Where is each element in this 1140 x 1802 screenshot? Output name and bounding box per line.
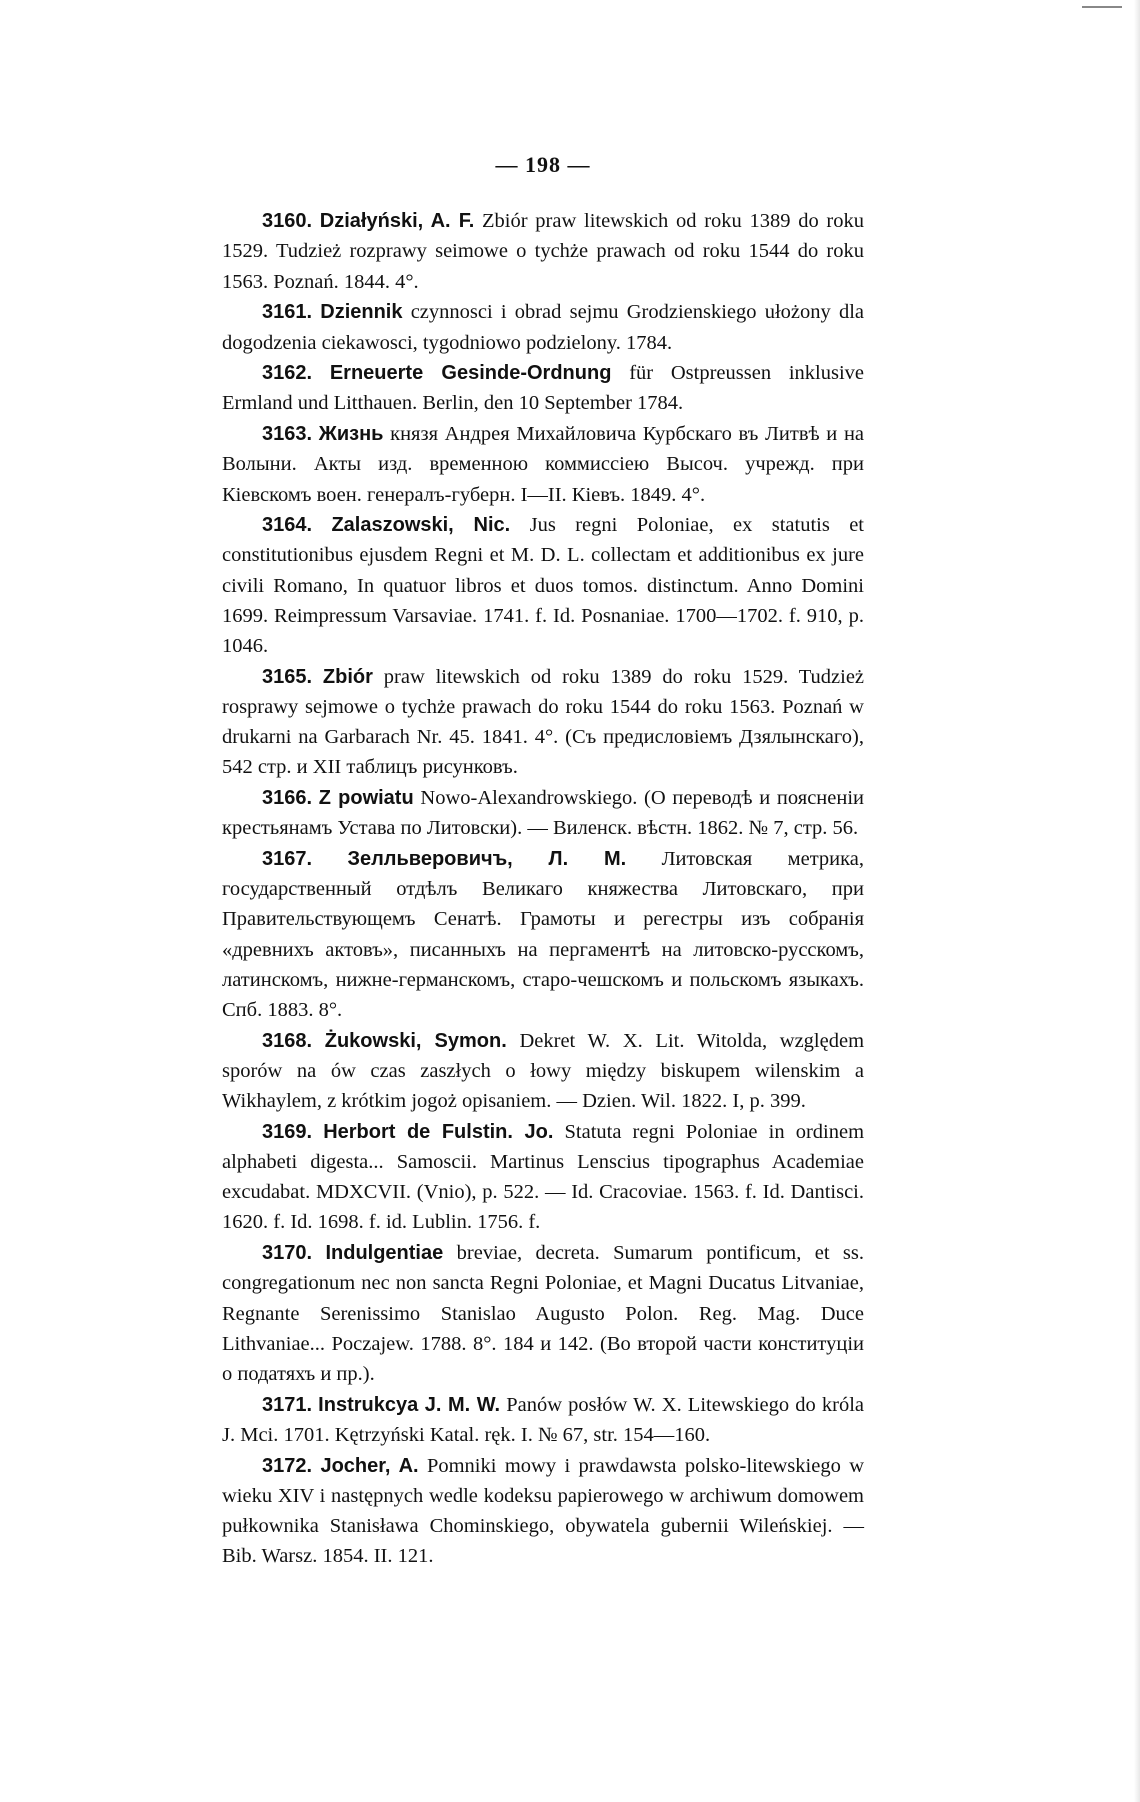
entry-heading: Dziennik [320, 301, 403, 324]
entry [222, 1390, 864, 1450]
page-number: — 198 — [495, 152, 591, 177]
entry-heading: Indulgentiae [325, 1242, 444, 1265]
entry-number: 3163. [262, 423, 313, 446]
entry-text: Nowo-Alexandrowskiego. (О переводѣ и поясненiи крестьянамъ Устава по Литовски). — Виленск. вѣстн. 1862. № 7, стр. 56. [222, 787, 865, 840]
entry [222, 844, 864, 1025]
scan-mark [1082, 0, 1122, 8]
entry [222, 358, 864, 418]
entry [222, 510, 864, 661]
entry-heading: Z powiatu [318, 787, 414, 810]
entry-text: Panów posłów W. X. Litewskiego do króla J. Mci. 1701. Kętrzyński Katal. ręk. I. № 67, str. 154—160. [222, 1393, 864, 1446]
entry-heading: Зелльверовичъ, Л. М. [347, 847, 627, 870]
entry-number: 3170. [262, 1242, 313, 1265]
entry-number: 3161. [262, 301, 313, 324]
entry-text: Pomniki mowy i prawdawsta polsko-litewskiego w wieku XIV i następnych wedle kodeksu papierowego w archiwum domowem pułkownika Stanisława Chominskiego, obywatela gubernii Wileńskiej. — Bib. Warsz. 1854. II. 121. [222, 1454, 865, 1568]
entry-heading: Działyński, A. F. [319, 210, 475, 233]
entry-text: Dekret W. X. Lit. Witolda, względem sporów na ów czas zaszłych o łowy między biskupem wilenskim a Wikhaylem, z krótkim jogoż opisaniem. — Dzien. Wil. 1822. I, p. 399. [222, 1029, 865, 1113]
entry [222, 1238, 864, 1389]
entry-heading: Żukowski, Symon. [324, 1029, 507, 1052]
entry [222, 1026, 864, 1117]
entry [222, 662, 864, 783]
entry-text: Statuta regni Poloniae in ordinem alphabeti digesta... Samoscii. Martinus Lenscius tipographus Academiae excudabat. MDXCVII. (Vnio), p. 522. — Id. Cracoviae. 1563. f. Id. Dantisci. 1620. f. Id. 1698. f. id. Lublin. 1756. f. [222, 1120, 865, 1234]
entry [222, 783, 864, 843]
entry-number: 3172. [262, 1454, 313, 1477]
entry-number: 3162. [262, 362, 313, 385]
entry-number: 3165. [262, 665, 313, 688]
entry-number: 3166. [262, 787, 313, 810]
entry-heading: Herbort de Fulstin. Jo. [323, 1120, 554, 1143]
entry-heading: Jocher, A. [320, 1454, 419, 1477]
entry-text: Jus regni Poloniae, ex statutis et constitutionibus ejusdem Regni et M. D. L. collectam et additionibus ex jure civili Romano, In quatuor libros et duos tomos. distinctum. Anno Domini 1699. Reimpressum Varsaviae. 1741. f. Id. Posnaniae. 1700—1702. f. 910, p. 1046. [222, 514, 864, 658]
entries-list [222, 206, 864, 1571]
entry [222, 1117, 864, 1238]
entry-text: Zbiór praw litewskich od roku 1389 do roku 1529. Tudzież rozprawy seimowe o tychże prawach od roku 1544 do roku 1563. Poznań. 1844. 4°. [222, 210, 865, 293]
entry-text: Литовская метрика, государственный отдѣлъ Великаго княжества Литовскаго, при Правительствующемъ Сенатѣ. Грамоты и регестры изъ собранiя «древнихъ актовъ», писанныхъ на пергаментѣ на литовско-русскомъ, латинскомъ, нижне-германскомъ, старо-чешскомъ и польскомъ языкахъ. Спб. 1883. 8°. [222, 847, 864, 1021]
entry-heading: Erneuerte Gesinde-Ordnung [329, 362, 612, 385]
entry-heading: Жизнь [318, 423, 384, 446]
entry [222, 419, 864, 510]
scan-edge [1134, 0, 1140, 1802]
entry-text: князя Андрея Михайловича Курбскаго въ Литвѣ и на Волыни. Акты изд. временною коммиссiею Высоч. учрежд. при Кiевскомъ воен. генералъ-губерн. I—II. Кiевъ. 1849. 4°. [222, 423, 865, 506]
page-body [222, 150, 864, 1572]
entry-number: 3164. [262, 514, 313, 537]
entry-heading: Zbiór [322, 665, 373, 688]
entry [222, 1451, 864, 1572]
entry-number: 3169. [262, 1120, 313, 1143]
entry-text: czynnosci i obrad sejmu Grodzienskiego ułożony dla dogodzenia ciekawosci, tygodniowo podzielony. 1784. [222, 301, 864, 354]
entry-number: 3168. [262, 1029, 313, 1052]
entry-text: für Ostpreussen inklusive Ermland und Litthauen. Berlin, den 10 September 1784. [222, 362, 865, 415]
entry [222, 206, 864, 297]
entry [222, 297, 864, 357]
entry-text: praw litewskich od roku 1389 do roku 1529. Tudzież rosprawy sejmowe o tychże prawach do roku 1544 do roku 1563. Poznań w drukarni na Garbarach Nr. 45. 1841. 4°. (Съ предисловiемъ Дзялынскаго), 542 стр. и XII таблицъ рисунковъ. [222, 665, 865, 779]
entry-number: 3167. [262, 847, 313, 870]
entry-heading: Instrukcya J. M. W. [318, 1393, 501, 1416]
entry-heading: Zalaszowski, Nic. [331, 514, 511, 537]
entry-text: breviae, decreta. Sumarum pontificum, et ss. congregationum nec non sancta Regni Poloniae, et Magni Ducatus Litvaniae, Regnante Serenissimo Stanislao Augusto Polon. Reg. Mag. Duce Lithvaniae... Poczajew. 1788. 8°. 184 и 142. (Во второй части конституцiи о податяхъ и пр.). [222, 1242, 864, 1385]
entry-number: 3171. [262, 1393, 313, 1416]
entry-number: 3160. [262, 210, 313, 233]
